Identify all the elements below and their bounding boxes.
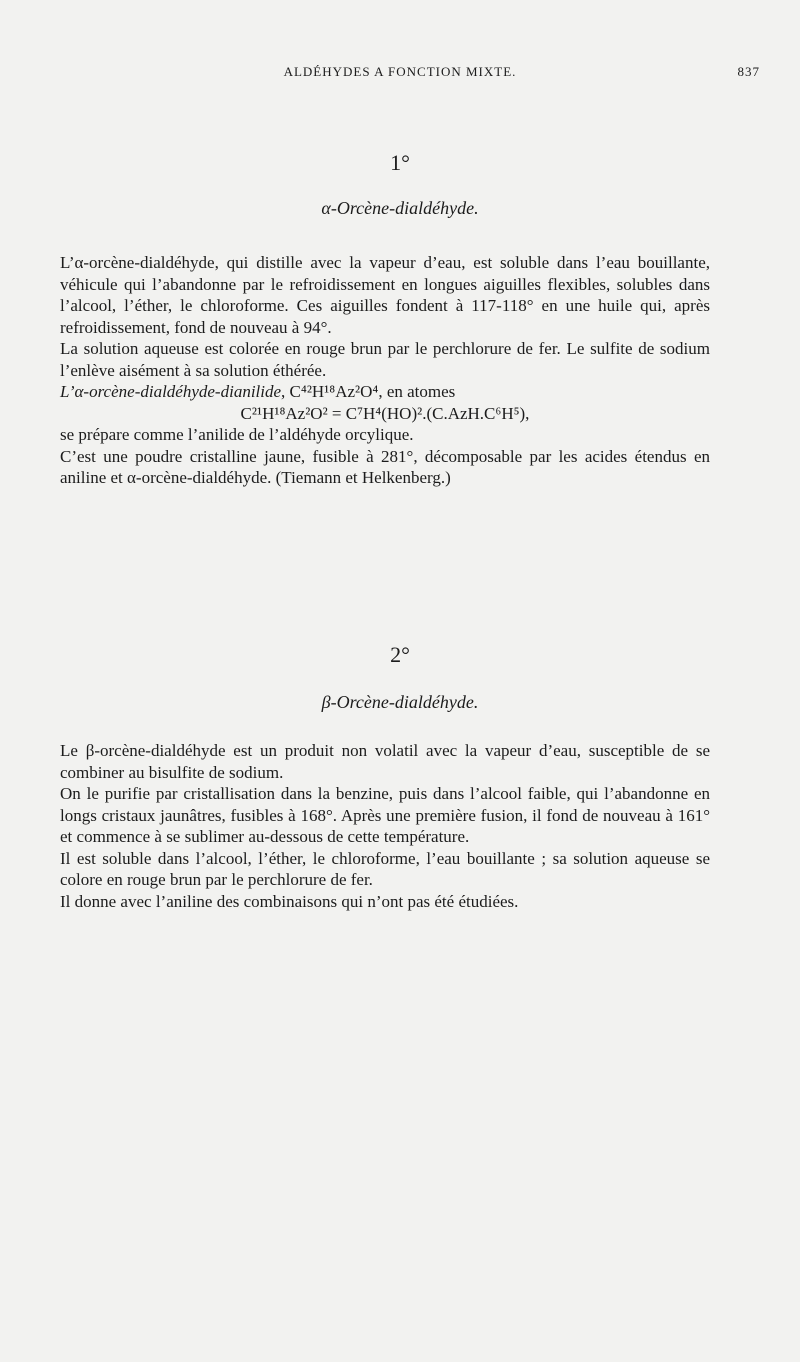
section-2-paragraph-1: Le β-orcène-dialdéhyde est un produit non volatil avec la vapeur d’eau, susceptible de se combiner au bisulfite de sodium. <box>60 741 710 782</box>
section-2-paragraph-2: On le purifie par cristallisation dans la benzine, puis dans l’alcool faible, qui l’abandonne en longs cristaux jaunâtres, fusibles à 168°. Après une première fusion, il fond de nouveau à 161° et commence à se sublimer au-dessous de cette température. <box>60 784 710 846</box>
running-title: ALDÉHYDES A FONCTION MIXTE. <box>283 64 517 79</box>
dianilide-formula: C²¹H¹⁸Az²O² = C⁷H⁴(HO)².(C.AzH.C⁶H⁵), <box>240 403 530 423</box>
running-head <box>0 62 800 86</box>
section-1-paragraph-2: La solution aqueuse est colorée en rouge brun par le perchlorure de fer. Le sulfite de sodium l’enlève aisément à sa solution éthérée. <box>60 339 710 380</box>
section-2-paragraph-3: Il est soluble dans l’alcool, l’éther, le chloroforme, l’eau bouillante ; sa solution aqueuse se colore en rouge brun par le perchlorure de fer. <box>60 848 710 889</box>
dianilide-formula-inline: , C⁴²H¹⁸Az²O⁴, en atomes <box>281 382 456 401</box>
section-2-title: β-Orcène-dialdéhyde. <box>321 692 479 712</box>
section-1-paragraph-3 <box>60 381 710 403</box>
section-1-paragraph-5: C’est une poudre cristalline jaune, fusible à 281°, décomposable par les acides étendus en aniline et α-orcène-dialdéhyde. (Tiemann et Helkenberg.) <box>60 446 710 487</box>
dianilide-name: L’α-orcène-dialdéhyde-dianilide <box>60 382 282 401</box>
page-number: 837 <box>737 64 760 79</box>
section-1-paragraph-1: L’α-orcène-dialdéhyde, qui distille avec la vapeur d’eau, est soluble dans l’eau bouillante, véhicule qui l’abandonne par le refroidissement en longues aiguilles flexibles, solubles dans l’alcool, l’éther, le chloroforme. Ces aiguilles fondent à 117-118° en une huile qui, après refroidissement, fond de nouveau à 94°. <box>60 253 710 337</box>
bleed-through-text <box>60 96 770 118</box>
section-2-body <box>60 740 710 912</box>
section-2-number: 2° <box>390 642 410 667</box>
section-1-title: α-Orcène-dialdéhyde. <box>321 198 479 218</box>
section-2-paragraph-4: Il donne avec l’aniline des combinaisons qui n’ont pas été étudiées. <box>60 891 519 911</box>
section-1-paragraph-4: se prépare comme l’anilide de l’aldéhyde orcylique. <box>60 425 414 444</box>
section-1-body <box>60 252 710 489</box>
section-1-number: 1° <box>390 150 410 175</box>
